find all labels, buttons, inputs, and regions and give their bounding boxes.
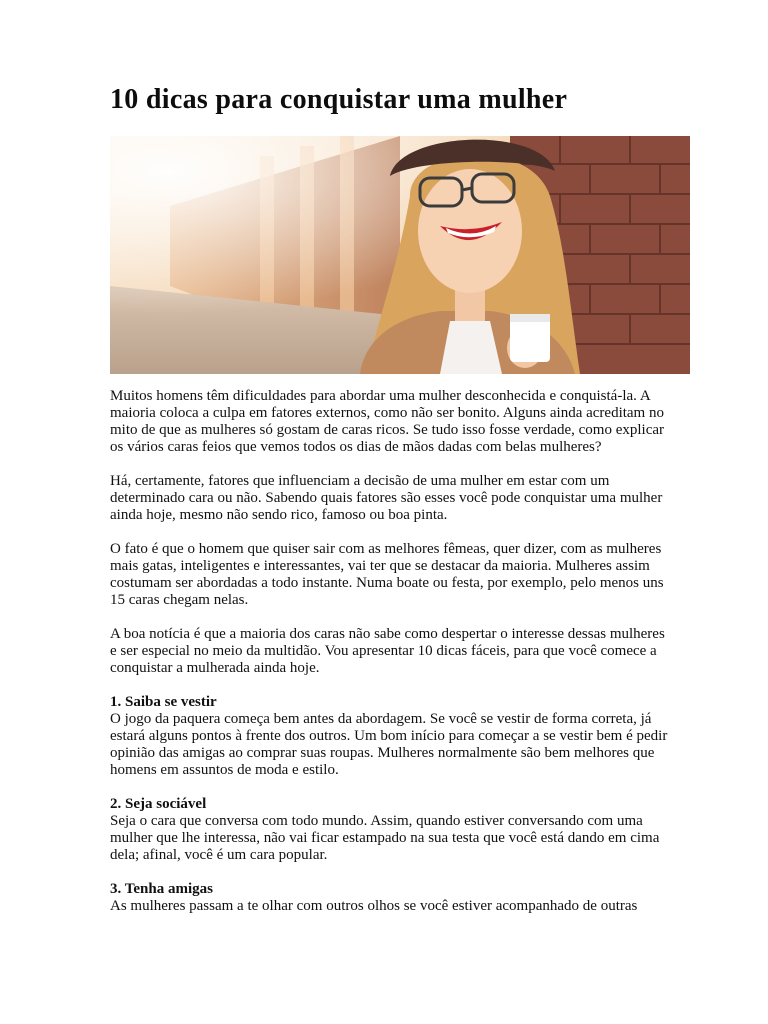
section-text: O jogo da paquera começa bem antes da abordagem. Se você se vestir de forma correta, já estará alguns pontos à frente dos outros. Um bom início para começar a se vestir bem é pedir opinião das amigas ao comprar suas roupas. Mulheres normalmente são bem melhores que homens em assuntos de moda e estilo. [110,711,668,778]
tip-section [110,796,670,864]
paragraph: Há, certamente, fatores que influenciam a decisão de uma mulher em estar com um determinado cara ou não. Sabendo quais fatores são esses você pode conquistar uma mulher ainda hoje, mesmo não sendo rico, famoso ou boa pinta. [110,473,663,523]
article-body [110,388,670,932]
paragraph: Muitos homens têm dificuldades para abordar uma mulher desconhecida e conquistá-la. A maioria coloca a culpa em fatores externos, como não ser bonito. Alguns ainda acreditam no mito de que as mulheres só gostam de caras ricos. Se tudo isso fosse verdade, como explicar os vários caras feios que vemos todos os dias de mãos dadas com belas mulheres? [110,388,665,455]
page-title: 10 dicas para conquistar uma mulher [110,84,568,115]
section-heading: 1. Saiba se vestir [110,694,217,710]
hero-photo [110,136,690,374]
paragraph: O fato é que o homem que quiser sair com as melhores fêmeas, quer dizer, com as mulheres mais gatas, inteligentes e interessantes, vai ter que se destacar da maioria. Mulheres assim costumam ser abordadas a todo instante. Numa boate ou festa, por exemplo, pelo menos uns 15 caras chegam nelas. [110,541,664,608]
section-heading: 3. Tenha amigas [110,881,213,897]
section-heading: 2. Seja sociável [110,796,207,812]
tip-section [110,881,670,915]
section-text: As mulheres passam a te olhar com outros olhos se você estiver acompanhado de outras [110,898,638,914]
tip-section [110,694,670,779]
paragraph: A boa notícia é que a maioria dos caras não sabe como despertar o interesse dessas mulheres e ser especial no meio da multidão. Vou apresentar 10 dicas fáceis, para que você comece a conquistar a mulherada ainda hoje. [110,626,665,676]
section-text: Seja o cara que conversa com todo mundo. Assim, quando estiver conversando com uma mulher que lhe interessa, não vai ficar estampado na sua testa que você está dando em cima dela; afinal, você é um cara popular. [110,813,660,863]
